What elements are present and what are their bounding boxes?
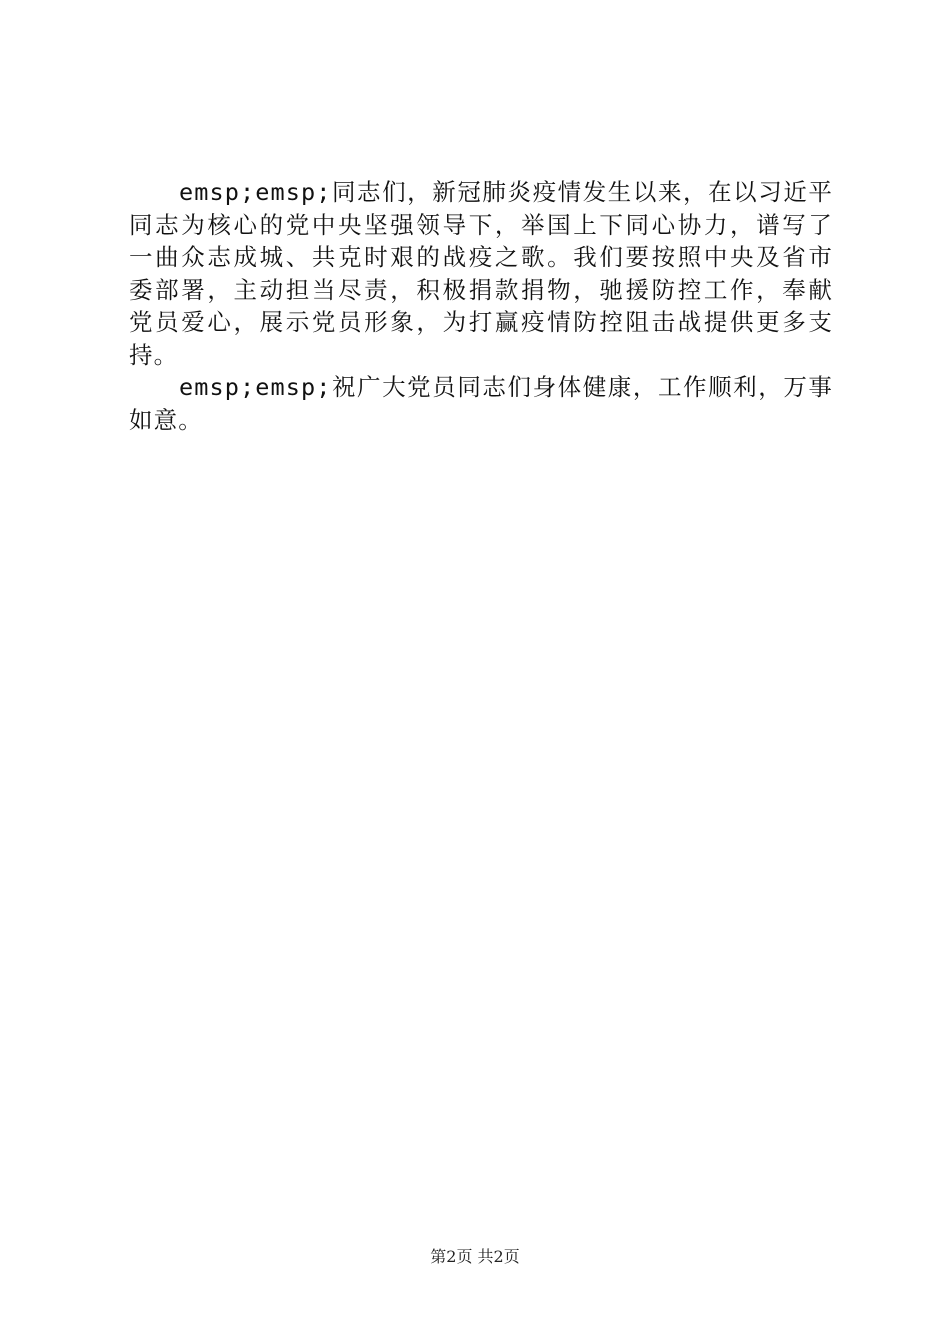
paragraph-line: 持。 [129, 340, 179, 369]
paragraph-1 [129, 176, 833, 371]
document-body [129, 176, 833, 436]
paragraph-line: 一曲众志成城、共克时艰的战疫之歌。我们要按照中央及省市 [129, 243, 833, 271]
paragraph-line: emsp;emsp;同志们，新冠肺炎疫情发生以来，在以习近平 [179, 178, 833, 206]
paragraph-2 [129, 371, 833, 436]
paragraph-line: 同志为核心的党中央坚强领导下，举国上下同心协力，谱写了 [129, 210, 833, 239]
paragraph-line: 如意。 [129, 405, 203, 434]
paragraph-line: emsp;emsp;祝广大党员同志们身体健康，工作顺利，万事 [179, 373, 833, 401]
paragraph-line: 委部署，主动担当尽责，积极捐款捐物，驰援防控工作，奉献 [129, 275, 833, 304]
page-number-footer: 第2页 共2页 [430, 1247, 520, 1266]
paragraph-line: 党员爱心，展示党员形象，为打赢疫情防控阻击战提供更多支 [129, 308, 833, 336]
